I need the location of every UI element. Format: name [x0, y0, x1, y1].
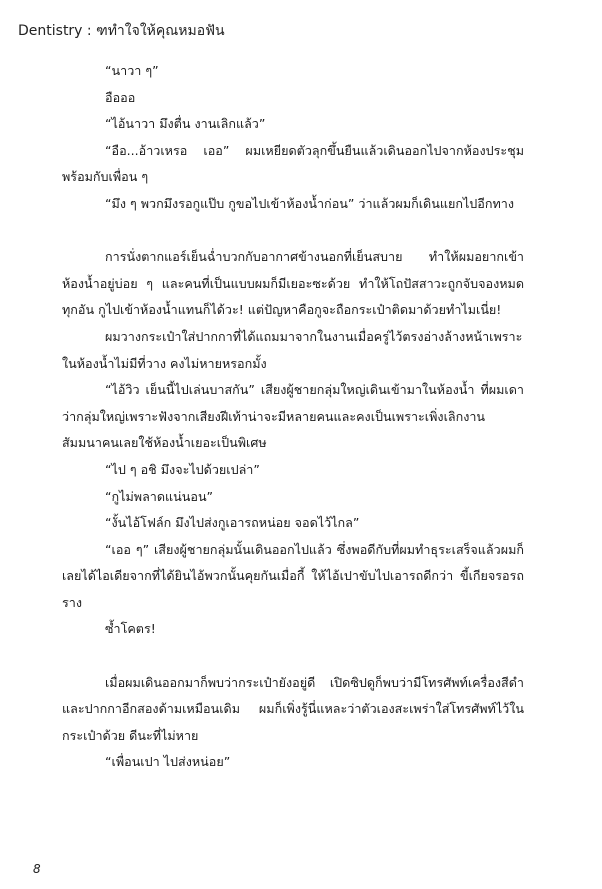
paragraph: ซ้ำโคตร!	[105, 621, 156, 637]
running-header: Dentistry : ฑทำใจให้คุณหมอฟัน	[18, 23, 225, 39]
paragraph: เมื่อผมเดินออกมาก็พบว่ากระเป๋ายังอยู่ดี เปิดซิปดูก็พบว่ามีโทรศัพท์เครื่องสีดำและปากกาอีกสองด้ามเหมือนเดิม ผมก็เพิ่งรู้นี่แหละว่าตัวเองสะเพร่าใส่โทรศัพท์ไว้ในกระเป๋าด้วย ดีนะที่ไม่หาย	[62, 674, 524, 743]
paragraph: ผมวางกระเป๋าใส่ปากกาที่ได้แถมมาจากในงานเมื่อครู่ไว้ตรงอ่างล้างหน้าเพราะในห้องน้ำไม่มีที่วาง คงไม่หายหรอกมั้ง	[62, 328, 523, 371]
paragraph: อือออ	[105, 89, 136, 105]
paragraph: “เพื่อนเปา ไปส่งหน่อย”	[105, 754, 231, 770]
page-number: 8	[33, 862, 41, 876]
paragraph: “ไอ้นาวา มึงตื่น งานเลิกแล้ว”	[105, 116, 266, 132]
paragraph: การนั่งตากแอร์เย็นฉ่ำบวกกับอากาศข้างนอกที่เย็นสบาย ทำให้ผมอยากเข้าห้องน้ำอยู่บ่อย ๆ และคนที่เป็นแบบผมก็มีเยอะซะด้วย ทำให้โถปัสสาวะถูกจับจองหมดทุกอัน กูไปเข้าห้องน้ำแทนก็ได้วะ! แต่ปัญหาคือกูจะถือกระเป๋าติดมาด้วยทำไมเนี่ย!	[62, 249, 524, 318]
paragraph: “มึง ๆ พวกมึงรอกูแป๊บ กูขอไปเข้าห้องน้ำก่อน” ว่าแล้วผมก็เดินแยกไปอีกทาง	[105, 195, 514, 211]
paragraph: “อือ...อ้าวเหรอ เออ” ผมเหยียดตัวลุกขึ้นยืนแล้วเดินออกไปจากห้องประชุมพร้อมกับเพื่อน ๆ	[62, 142, 524, 185]
paragraph: “ไอ้วิว เย็นนี้ไปเล่นบาสกัน” เสียงผู้ชายกลุ่มใหญ่เดินเข้ามาในห้องน้ำ ที่ผมเดาว่ากลุ่มใหญ่เพราะฟังจากเสียงฝีเท้าน่าจะมีหลายคนและคงเป็นเพราะเพิ่งเลิกงานสัมมนาคนเลยใช้ห้องน้ำเยอะเป็นพิเศษ	[62, 382, 524, 451]
paragraph-break	[62, 218, 524, 245]
paragraph: “เออ ๆ” เสียงผู้ชายกลุ่มนั้นเดินออกไปแล้ว ซึ่งพอดีกับที่ผมทำธุระเสร็จแล้วผมก็เลยได้ไอเดียจากที่ได้ยินไอ้พวกนั้นคุยกันเมื่อกี้ ให้ไอ้เปาขับไปเอารถดีกว่า ขี้เกียจรอรถราง	[62, 541, 524, 610]
paragraph: “ไป ๆ อชิ มึงจะไปด้วยเปล่า”	[105, 461, 260, 477]
paragraph: “งั้นไอ้โฟล์ก มึงไปส่งกูเอารถหน่อย จอดไว้ไกล”	[105, 515, 360, 531]
paragraph: “กูไม่พลาดแน่นอน”	[105, 488, 214, 504]
paragraph: “นาวา ๆ”	[105, 63, 159, 78]
paragraph-break	[62, 643, 524, 670]
chapter-text	[62, 58, 524, 776]
